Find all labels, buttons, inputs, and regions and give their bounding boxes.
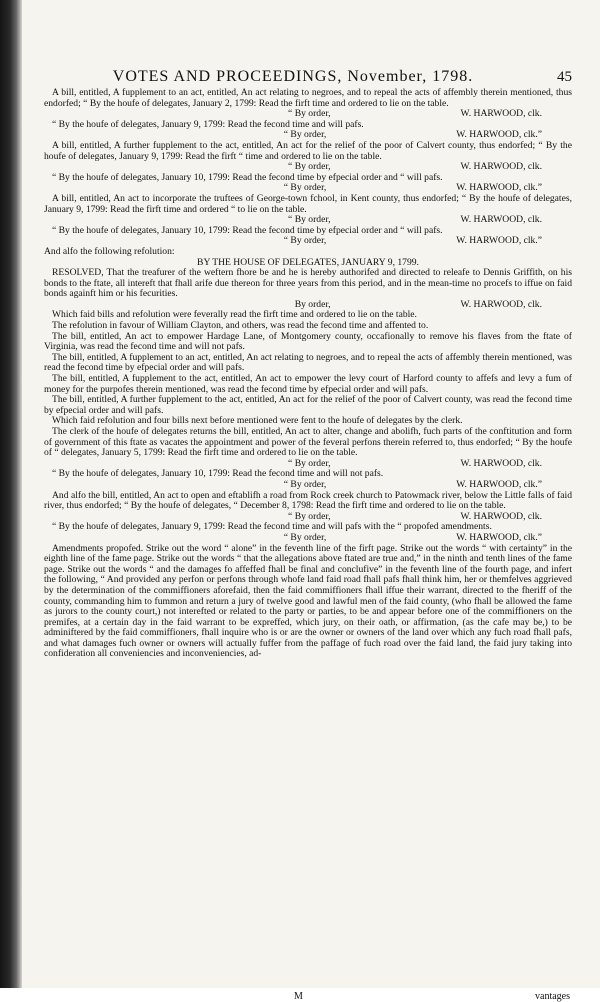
page-footer xyxy=(44,991,572,1002)
clerk-name: W. HARWOOD, clk. xyxy=(460,108,542,120)
signature-line xyxy=(44,480,572,491)
by-order-label: “ By order, xyxy=(288,510,331,522)
paragraph: The bill, entitled, A fupplement to the act, entitled, An act to empower the levy court of Harford county to affefs and levy a fum of money for the purpofes therein mentioned, was read the fecond time by efpecial order and will pafs. xyxy=(44,373,572,395)
clerk-name: W. HARWOOD, clk. xyxy=(460,298,542,310)
paragraph: RESOLVED, That the treafurer of the weftern fhore be and he is hereby authorifed and directed to releafe to Dennis Griffith, on his bonds to the ftate, all intereft that fhall arife due thereon for three years from this period, and in the mean-time no procefs to iffue on faid bonds againft him or his fecurities. xyxy=(44,267,572,300)
paragraph: And alfo the bill, entitled, An act to open and eftablifh a road from Rock creek church to Patowmack river, below the Little falls of faid river, thus endorfed; “ By the houfe of delegates, “ December 8, 1798: Read the firft time and ordered to lie on the table. xyxy=(44,489,572,512)
page-content xyxy=(44,68,572,1002)
by-order-label: “ By order, xyxy=(288,108,331,120)
clerk-name: W. HARWOOD, clk.” xyxy=(456,129,542,141)
clerk-name: W. HARWOOD, clk.” xyxy=(456,531,542,543)
clerk-name: W. HARWOOD, clk. xyxy=(460,510,542,522)
paragraph: “ By the houfe of delegates, January 10, 1799: Read the fecond time and will not pafs. xyxy=(52,468,384,480)
by-order-label: “ By order, xyxy=(288,214,331,226)
by-order-label: By order, xyxy=(294,298,331,310)
by-order-label: “ By order, xyxy=(283,478,327,490)
running-header xyxy=(44,68,572,86)
paragraph: The bill, entitled, An act to empower Hardage Lane, of Montgomery county, occafionally to remove his flaves from the ftate of Virginia, was read the fecond time and will not pafs. xyxy=(44,330,572,353)
clerk-name: W. HARWOOD, clk. xyxy=(460,457,542,469)
paragraph: Which faid bills and refolution were feverally read the firft time and ordered to lie on the table. xyxy=(52,309,417,321)
paragraph: “ By the houfe of delegates, January 9, 1799: Read the fecond time and will pafs. xyxy=(52,118,364,130)
paragraph: The bill, entitled, A further fupplement to the act, entitled, An act for the relief of the poor of Calvert county, was read the fecond time by efpecial order and will pafs. xyxy=(44,394,572,416)
paragraph: “ By the houfe of delegates, January 10, 1799: Read the fecond time by efpecial order and “ will pafs. xyxy=(52,171,443,183)
body-text xyxy=(44,88,572,660)
paragraph: The refolution in favour of William Clayton, and others, was read the fecond time and affented to. xyxy=(52,320,429,332)
section-heading: BY THE HOUSE OF DELEGATES, JANUARY 9, 1799. xyxy=(197,256,419,268)
by-order-label: “ By order, xyxy=(288,161,331,173)
clerk-name: W. HARWOOD, clk. xyxy=(460,214,542,226)
by-order-label: “ By order, xyxy=(283,235,327,247)
clerk-name: W. HARWOOD, clk.” xyxy=(456,182,542,194)
paragraph: The clerk of the houfe of delegates returns the bill, entitled, An act to alter, change and abolifh, fuch parts of the conftitution and form of government of this ftate as vacates the appointment and power of the feveral perfons therein referred to, thus endorfed; “ By the houfe of “ delegates, January 5, 1799: Read the firft time and ordered to lie on the table. xyxy=(44,426,572,459)
signature-mark: M xyxy=(294,991,303,1002)
catchword: vantages xyxy=(535,991,570,1002)
paragraph: Amendments propofed. Strike out the word “ alone” in the feventh line of the firft page. Strike out the words “ with certainty” in the eighth line of the fame page. Strike out the words “ that the allegations above ftated are true and,” in the ninth and tenth lines of the fame page. Strike out the words “ and the damages fo affeffed fhall be final and conclufive” in the feventh line of the fourth page, and infert the following, “ And provided any perfon or perfons through whofe land faid road fhall pafs fhall think him, her or themfelves aggrieved by the determination of the commiffioners aforefaid, then the faid commiffioners fhall iffue their warrant, directed to the fheriff of the county, commanding him to fummon and return a jury of twelve good and lawful men of the faid county, (who fhall be allowed the fame as jurors to the county court,) not interefted or related to the party or parties, to be and appear before one of the commiffioners on the premifes, at a certain day in the faid warrant to be expreffed, which jury, on their oath, or affirmation, (as the cafe may be,) to be adminiftered by the faid commiffioners, fhall inquire who is or are the owner or owners of the land over which any fuch road fhall pafs, and what damages fuch owner or owners will actually fuffer from the paffage of fuch road over the faid land, the faid jury taking into confideration all conveniencies and inconveniencies, ad- xyxy=(44,542,572,660)
signature-line xyxy=(44,533,572,544)
by-order-label: “ By order, xyxy=(283,531,327,543)
clerk-name: W. HARWOOD, clk.” xyxy=(456,478,542,490)
book-binding-shadow xyxy=(0,0,22,988)
by-order-label: “ By order, xyxy=(283,182,327,194)
paragraph: “ By the houfe of delegates, January 9, 1799: Read the fecond time and will pafs with the “ propofed amendments. xyxy=(52,521,492,533)
page-title: VOTES AND PROCEEDINGS, November, 1798. xyxy=(112,68,474,85)
paragraph: The bill, entitled, A fupplement to an act, entitled, An act relating to negroes, and to repeal the acts of affembly therein mentioned, was read the fecond time by efpecial order and will pafs. xyxy=(44,351,572,374)
clerk-name: W. HARWOOD, clk.” xyxy=(456,235,542,247)
clerk-name: W. HARWOOD, clk. xyxy=(460,161,542,173)
paragraph: A bill, entitled, A further fupplement to the act, entitled, An act for the relief of the poor of Calvert county, thus endorfed; “ By the houfe of delegates, January 9, 1799: Read the firft “ time and ordered to lie on the table. xyxy=(44,139,572,162)
paragraph: “ By the houfe of delegates, January 10, 1799: Read the fecond time by efpecial order and “ will pafs. xyxy=(52,224,443,236)
paragraph: A bill, entitled, An act to incorporate the truftees of George-town fchool, in Kent county, thus endorfed; “ By the houfe of delegates, January 9, 1799: Read the firft time and ordered “ to lie on the table. xyxy=(44,192,572,215)
paragraph: A bill, entitled, A fupplement to an act, entitled, An act relating to negroes, and to repeal the acts of affembly therein mentioned, thus endorfed; “ By the houfe of delegates, January 2, 1799: Read the firft time and ordered to lie on the table. xyxy=(44,87,572,109)
page-number: 45 xyxy=(557,69,572,85)
by-order-label: “ By order, xyxy=(283,129,327,141)
paragraph: And alfo the following refolution: xyxy=(44,245,175,257)
by-order-label: “ By order, xyxy=(288,457,331,469)
paragraph: Which faid refolution and four bills next before mentioned were fent to the houfe of delegates by the clerk. xyxy=(52,415,463,427)
